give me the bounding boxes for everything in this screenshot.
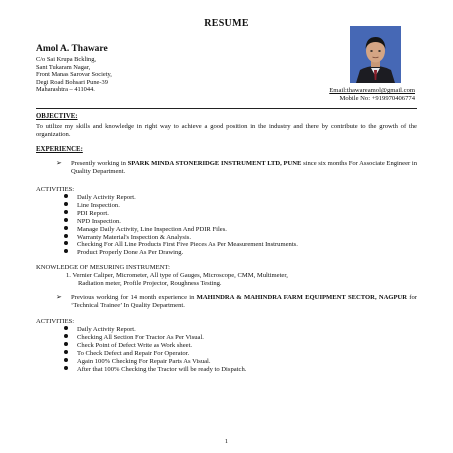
experience-item-1 bbox=[56, 160, 417, 176]
address-block bbox=[36, 56, 112, 94]
arrow-bullet-icon: ➢ bbox=[56, 159, 62, 167]
bullet-icon bbox=[64, 241, 68, 245]
company-name-2: MAHINDRA & MAHINDRA FARM EQUIPMENT SECTOR, NAGPUR bbox=[196, 294, 408, 301]
list-item: PDI Report. bbox=[64, 210, 298, 218]
experience-heading: EXPERIENCE: bbox=[36, 146, 83, 153]
list-item: Checking All Section For Tractor As Per Visual. bbox=[64, 334, 246, 342]
bullet-icon bbox=[64, 342, 68, 346]
bullet-icon bbox=[64, 334, 68, 338]
list-item: Checking For All Line Products First Five Pieces As Per Measurement Instruments. bbox=[64, 241, 298, 249]
list-item: Daily Activity Report. bbox=[64, 326, 246, 334]
bullet-icon bbox=[64, 350, 68, 354]
resume-title: RESUME bbox=[204, 18, 249, 29]
profile-photo bbox=[350, 26, 401, 83]
activities-list-2 bbox=[64, 326, 246, 373]
bullet-icon bbox=[64, 326, 68, 330]
bullet-icon bbox=[64, 218, 68, 222]
list-item: Daily Activity Report. bbox=[64, 194, 298, 202]
bullet-icon bbox=[64, 234, 68, 238]
list-item: Warranty Material's Inspection & Analysis. bbox=[64, 234, 298, 242]
address-line: C/o Sai Krupa Bckling, bbox=[36, 56, 96, 63]
bullet-icon bbox=[64, 210, 68, 214]
portrait-image bbox=[350, 26, 401, 83]
knowledge-line-1: 1. Vernier Caliper, Micrometer, All type of Gauges, Microscope, CMM, Multimeter, bbox=[66, 272, 288, 279]
address-line: Sant Tukaram Nagar, bbox=[36, 63, 91, 71]
list-item: Manage Daily Activity, Line Inspection And PDIR Files. bbox=[64, 226, 298, 234]
mobile-number: Mobile No: +919970406774 bbox=[339, 95, 415, 103]
activities-heading-2: ACTIVITIES: bbox=[36, 318, 75, 325]
bullet-icon bbox=[64, 194, 68, 198]
list-item: NPD Inspection. bbox=[64, 218, 298, 226]
objective-heading: OBJECTIVE: bbox=[36, 113, 78, 120]
list-item: Product Properly Done As Per Drawing. bbox=[64, 249, 298, 257]
list-item: Line Inspection. bbox=[64, 202, 298, 210]
list-item: Check Point of Defect Write as Work sheet. bbox=[64, 342, 246, 350]
objective-text: To utilize my skills and knowledge in right way to achieve a good position in the industry and there by contribute to the growth of the organization. bbox=[36, 123, 417, 139]
address-line: Degi Road Bohsari Pune-39 bbox=[36, 78, 108, 86]
page-number: 1 bbox=[224, 438, 229, 445]
bullet-icon bbox=[64, 226, 68, 230]
knowledge-heading: KNOWLEDGE OF MESURING INSTRUMENT: bbox=[36, 264, 170, 271]
arrow-bullet-icon: ➢ bbox=[56, 293, 62, 301]
address-line: Maharashtra – 411044. bbox=[36, 86, 95, 94]
bullet-icon bbox=[64, 358, 68, 362]
email-link[interactable]: Email:thawareamol@gmail.com bbox=[329, 87, 415, 94]
list-item: To Check Defect and Repair For Operator. bbox=[64, 350, 246, 358]
list-item: After that 100% Checking the Tractor will be ready to Dispatch. bbox=[64, 366, 246, 374]
contact-block bbox=[329, 87, 415, 103]
header-divider bbox=[36, 108, 417, 109]
experience-text-2: Previous working for 14 month experience in MAHINDRA & MAHINDRA FARM EQUIPMENT SECTOR, NAGPUR for ‘Technical Trainee’ In Quality Department. bbox=[71, 294, 417, 310]
experience-text-1: Presently working in SPARK MINDA STONERIDGE INSTRUMENT LTD, PUNE since six months For Associate Engineer in Quality Department. bbox=[71, 160, 418, 176]
candidate-name: Amol A. Thaware bbox=[36, 44, 108, 54]
experience-item-2 bbox=[56, 294, 417, 310]
activities-heading-1: ACTIVITIES: bbox=[36, 186, 75, 193]
list-item: Again 100% Checking For Repair Parts As Visual. bbox=[64, 358, 246, 366]
bullet-icon bbox=[64, 366, 68, 370]
bullet-icon bbox=[64, 202, 68, 206]
company-name-1: SPARK MINDA STONERIDGE INSTRUMENT LTD, PUNE bbox=[127, 160, 302, 167]
knowledge-line-2: Radiation meter, Profile Projector, Roughness Testing. bbox=[78, 280, 222, 287]
bullet-icon bbox=[64, 249, 68, 253]
activities-list-1 bbox=[64, 194, 298, 257]
address-line: Front Manas Sarovar Society, bbox=[36, 71, 112, 79]
